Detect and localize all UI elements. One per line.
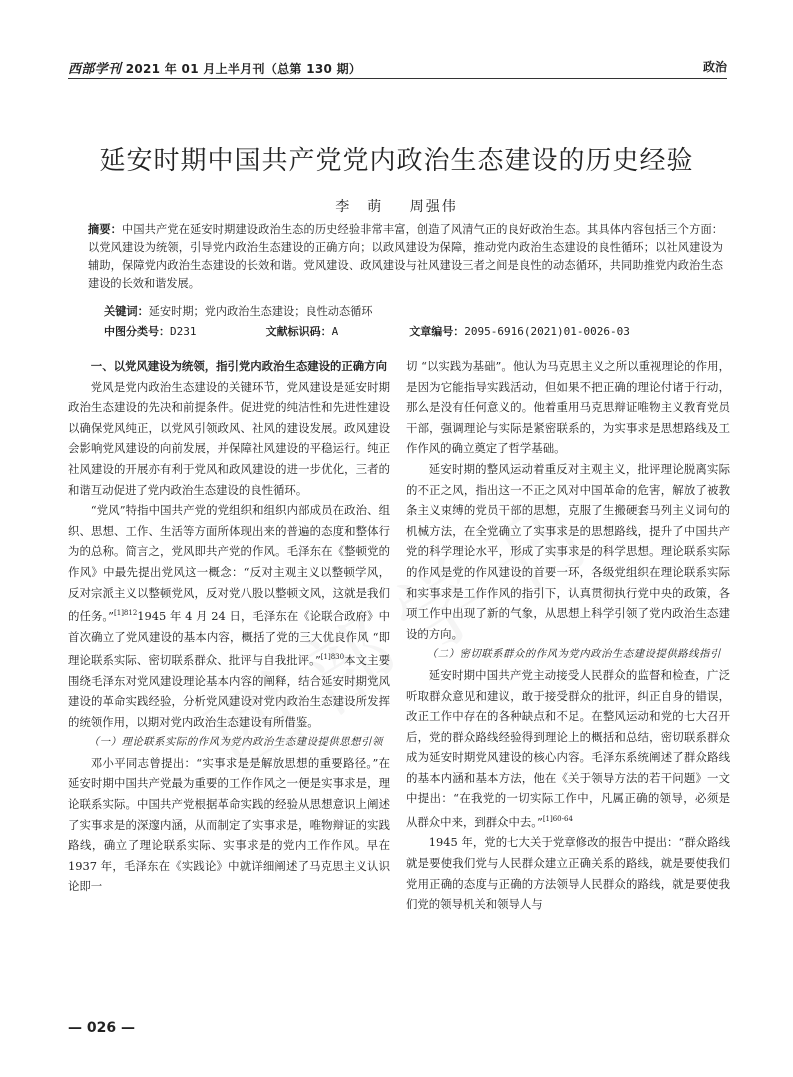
keywords <box>104 303 723 319</box>
author-2: 周强伟 <box>409 199 458 215</box>
citation: [1]812 <box>114 609 138 618</box>
citation: [1]830 <box>320 653 345 662</box>
article-no-value: 2095-6916(2021)01-0026-03 <box>464 325 630 338</box>
right-column <box>406 356 730 915</box>
running-header <box>68 58 727 80</box>
paragraph: 延安时期的整风运动着重反对主观主义，批评理论脱离实际的不正之风，指出这一不正之风对中国革命的危害，解放了被教条主义束缚的党员干部的思想，克服了生搬硬套马列主义词句的机械方法，在全党确立了实事求是的思想路线，提升了中国共产党的科学理论水平，形成了实事求是的科学思想。理论联系实际的作风是党的作风建设的首要一环，各级党组织在理论联系实际和实事求是工作作风的指引下，认真贯彻执行党中央的政策，各项工作中出现了新的气象，从思想上科学引领了党内政治生态建设的方向。 <box>406 461 730 641</box>
paragraph: 1945 年，党的七大关于党章修改的报告中提出：“群众路线就是要使我们党与人民群众建立正确关系的路线，就是要使我们党用正确的态度与正确的方法领导人民群众的路线，就是要使我们党的领导机关和领导人与 <box>406 835 730 912</box>
paragraph: “党风”特指中国共产党的党组织和组织内部成员在政治、组织、思想、工作、生活等方面所体现出来的普遍的态度和整体行为的总称。简言之，党风即共产党的作风。毛泽东在《整顿党的作风》中最先提出党风这一概念：“反对主观主义以整顿学风，反对宗派主义以整顿党风，反对党八股以整顿文风，这就是我们的任务。”$^{[1]812}$1945 年 4 月 24 日，毛泽东在《论联合政府》中首次确立了党风建设的基本内容，概括了党的三大优良作风 “即理论联系实际、密切联系群众、批评与自我批评。”$^{[1]830}$本文主要围绕毛泽东对党风建设理论基本内容的阐释，结合延安时期党风建设的革命实践经验，分析党风建设对党内政治生态建设所发挥的统领作用，以期对党内政治生态建设有所借鉴。 <box>68 503 390 729</box>
section-heading-1: 一、以党风建设为统领，指引党内政治生态建设的正确方向 <box>90 359 387 373</box>
paragraph: 延安时期中国共产党主动接受人民群众的监督和检查，广泛听取群众意见和建议，敢于接受群众的批评，纠正自身的错误，改正工作中存在的各种缺点和不足。在整风运动和党的七大召开后，党的群众路线经验得到理论上的概括和总结，密切联系群众成为延安时期党风建设的核心内容。毛泽东系统阐述了群众路线的基本内涵和基本方法，他在《关于领导方法的若干问题》一文中提出：“在我党的一切实际工作中，凡属正确的领导，必须是从群众中来，到群众中去。”$^{[1]60-64}$ <box>406 667 730 829</box>
abstract <box>88 220 723 293</box>
issue-info: 2021 年 01 月上半月刊（总第 130 期） <box>125 62 362 76</box>
subsection-heading-2: （二）密切联系群众的作风为党内政治生态建设提供路线指引 <box>426 648 721 661</box>
clc-value: D231 <box>170 325 197 338</box>
page-number: — 026 — <box>68 1020 135 1036</box>
journal-issue <box>68 58 361 77</box>
keywords-label: 关键词： <box>104 304 149 318</box>
paragraph: 切 “以实践为基础”。他认为马克思主义之所以重视理论的作用，是因为它能指导实践活动，但如果不把正确的理论付诸于行动，那么是没有任何意义的。他着重用马克思辩证唯物主义教育党员干部，强调理论与实际是紧密联系的，为实事求是思想路线及工作作风的确立奠定了哲学基础。 <box>406 359 730 456</box>
citation: [1]60-64 <box>542 815 573 824</box>
journal-logo: 西部学刊 <box>68 62 122 77</box>
doc-code-label: 文献标识码： <box>265 325 332 338</box>
section-label: 政治 <box>702 60 727 74</box>
header-rule <box>68 78 727 79</box>
paragraph: 党风是党内政治生态建设的关键环节，党风建设是延安时期政治生态建设的先决和前提条件。促进党的纯洁性和先进性建设以确保党风纯正，以党风引领政风、社风的建设发展。政风建设会影响党风建设的向前发展，并保障社风建设的平稳运行。纯正社风建设的开展亦有利于党风和政风建设的进一步优化，三者的和谐互动促进了党内政治生态建设的良性循环。 <box>68 379 390 497</box>
authors <box>0 196 793 216</box>
doc-code-value: A <box>331 325 339 338</box>
article-meta <box>104 323 723 339</box>
article-title: 延安时期中国共产党党内政治生态建设的历史经验 <box>99 146 694 176</box>
subsection-heading-1: （一）理论联系实际的作风为党内政治生态建设提供思想引领 <box>88 736 383 749</box>
paragraph: 邓小平同志曾提出：“实事求是是解放思想的重要路径。”在延安时期中国共产党最为重要的工作作风之一便是实事求是，理论联系实际。中国共产党根据革命实践的经验从思想意识上阐述了实事求是的深邃内涵，从而制定了实事求是，唯物辩证的实践路线，确立了理论联系实际、实事求是的党内工作作风。早在 1937 年，毛泽东在《实践论》中就详细阐述了马克思主义认识论即一 <box>68 755 390 894</box>
clc-label: 中图分类号： <box>104 325 170 338</box>
left-column <box>68 356 390 897</box>
author-1: 李 萌 <box>335 199 384 215</box>
article-no-label: 文章编号： <box>409 325 465 338</box>
abstract-text: 中国共产党在延安时期建设政治生态的历史经验非常丰富，创造了风清气正的良好政治生态。其具体内容包括三个方面：以党风建设为统领，引导党内政治生态建设的正确方向；以政风建设为保障，推动党内政治生态建设的良性循环；以社风建设为辅助，保障党内政治生态建设的长效和谐。党风建设、政风建设与社风建设三者之间是良性的动态循环，共同助推党内政治生态建设的长效和谐发展。 <box>88 223 723 290</box>
abstract-label: 摘要： <box>88 222 123 236</box>
keywords-text: 延安时期；党内政治生态建设；良性动态循环 <box>148 305 373 318</box>
